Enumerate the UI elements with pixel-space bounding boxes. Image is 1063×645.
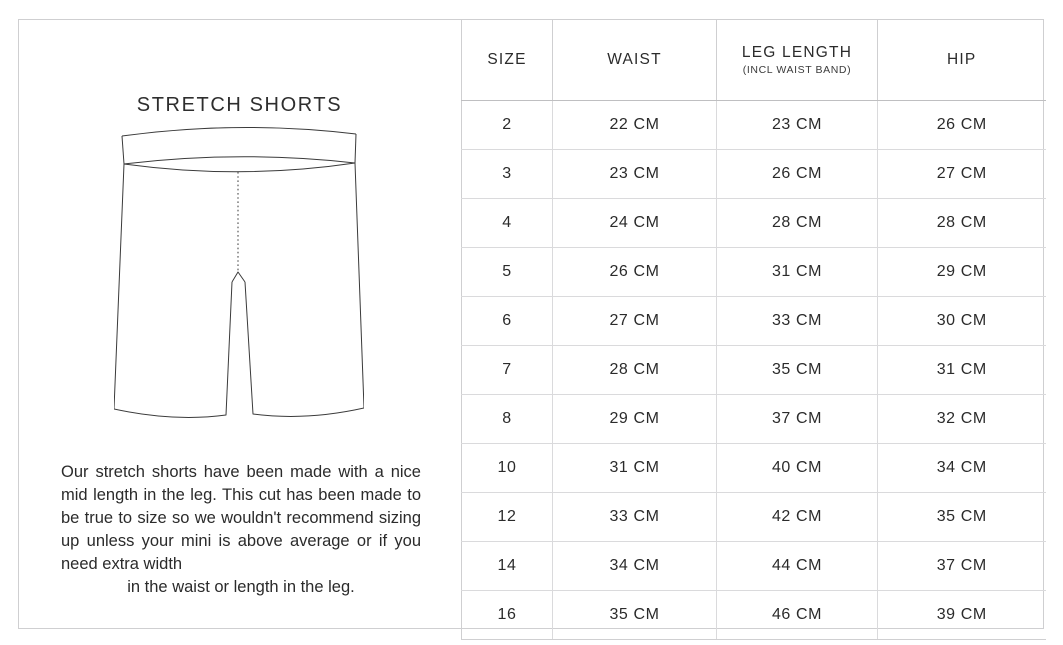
size-table-body [462,101,1046,640]
column-header-size-label: SIZE [487,50,527,68]
table-row [462,150,1046,199]
cell-size: 7 [462,346,553,395]
cell-waist: 24 CM [553,199,717,248]
cell-leg-length: 44 CM [717,542,878,591]
table-row [462,248,1046,297]
table-row [462,395,1046,444]
description-body: Our stretch shorts have been made with a nice mid length in the leg. This cut has been made to be true to size so we wouldn't recommend sizing up unless your mini is above average or if you need extra width [61,462,421,573]
cell-leg-length: 23 CM [717,101,878,150]
cell-leg-length: 46 CM [717,591,878,640]
column-header-hip [878,19,1046,101]
table-row [462,542,1046,591]
column-header-waist [553,19,717,101]
cell-size: 5 [462,248,553,297]
waistband-seam-curve [124,163,355,172]
cell-waist: 33 CM [553,493,717,542]
cell-hip: 27 CM [878,150,1046,199]
cell-hip: 39 CM [878,591,1046,640]
cell-leg-length: 40 CM [717,444,878,493]
cell-size: 2 [462,101,553,150]
cell-waist: 22 CM [553,101,717,150]
cell-size: 6 [462,297,553,346]
cell-hip: 35 CM [878,493,1046,542]
cell-waist: 29 CM [553,395,717,444]
cell-hip: 29 CM [878,248,1046,297]
column-header-leg-length-label: LEG LENGTH [741,43,853,61]
cell-waist: 35 CM [553,591,717,640]
table-row [462,297,1046,346]
cell-size: 3 [462,150,553,199]
table-row [462,591,1046,640]
cell-hip: 28 CM [878,199,1046,248]
product-description [61,461,421,599]
description-last-line: in the waist or length in the leg. [127,577,355,596]
cell-leg-length: 37 CM [717,395,878,444]
cell-hip: 30 CM [878,297,1046,346]
cell-hip: 31 CM [878,346,1046,395]
table-row [462,493,1046,542]
cell-size: 4 [462,199,553,248]
cell-waist: 26 CM [553,248,717,297]
cell-leg-length: 33 CM [717,297,878,346]
left-leg-outline [114,164,232,417]
cell-waist: 27 CM [553,297,717,346]
column-header-waist-label: WAIST [607,50,662,68]
product-panel [19,20,460,628]
cell-waist: 23 CM [553,150,717,199]
cell-hip: 32 CM [878,395,1046,444]
waistband-bottom-edge [124,157,355,164]
table-header-row [462,19,1046,101]
waistband-top-edge [122,127,356,136]
cell-leg-length: 31 CM [717,248,878,297]
cell-size: 14 [462,542,553,591]
column-header-leg-length [717,19,878,101]
cell-hip: 26 CM [878,101,1046,150]
cell-hip: 37 CM [878,542,1046,591]
table-row [462,101,1046,150]
cell-size: 12 [462,493,553,542]
size-table [461,19,1046,640]
column-header-size [462,19,553,101]
cell-leg-length: 35 CM [717,346,878,395]
column-header-hip-label: HIP [947,50,977,68]
cell-leg-length: 26 CM [717,150,878,199]
column-header-leg-length-subtext: (INCL WAIST BAND) [742,63,852,76]
cell-waist: 34 CM [553,542,717,591]
waistband-right-edge [355,134,356,163]
shorts-illustration [114,122,364,432]
cell-hip: 34 CM [878,444,1046,493]
cell-waist: 28 CM [553,346,717,395]
page-title: STRETCH SHORTS [136,94,343,116]
cell-leg-length: 28 CM [717,199,878,248]
table-row [462,444,1046,493]
table-row [462,199,1046,248]
crotch-notch [232,272,245,282]
cell-size: 16 [462,591,553,640]
waistband-left-edge [122,136,124,164]
cell-size: 10 [462,444,553,493]
table-row [462,346,1046,395]
size-table-container [461,19,1045,629]
cell-leg-length: 42 CM [717,493,878,542]
right-leg-outline [245,163,364,416]
cell-size: 8 [462,395,553,444]
cell-waist: 31 CM [553,444,717,493]
